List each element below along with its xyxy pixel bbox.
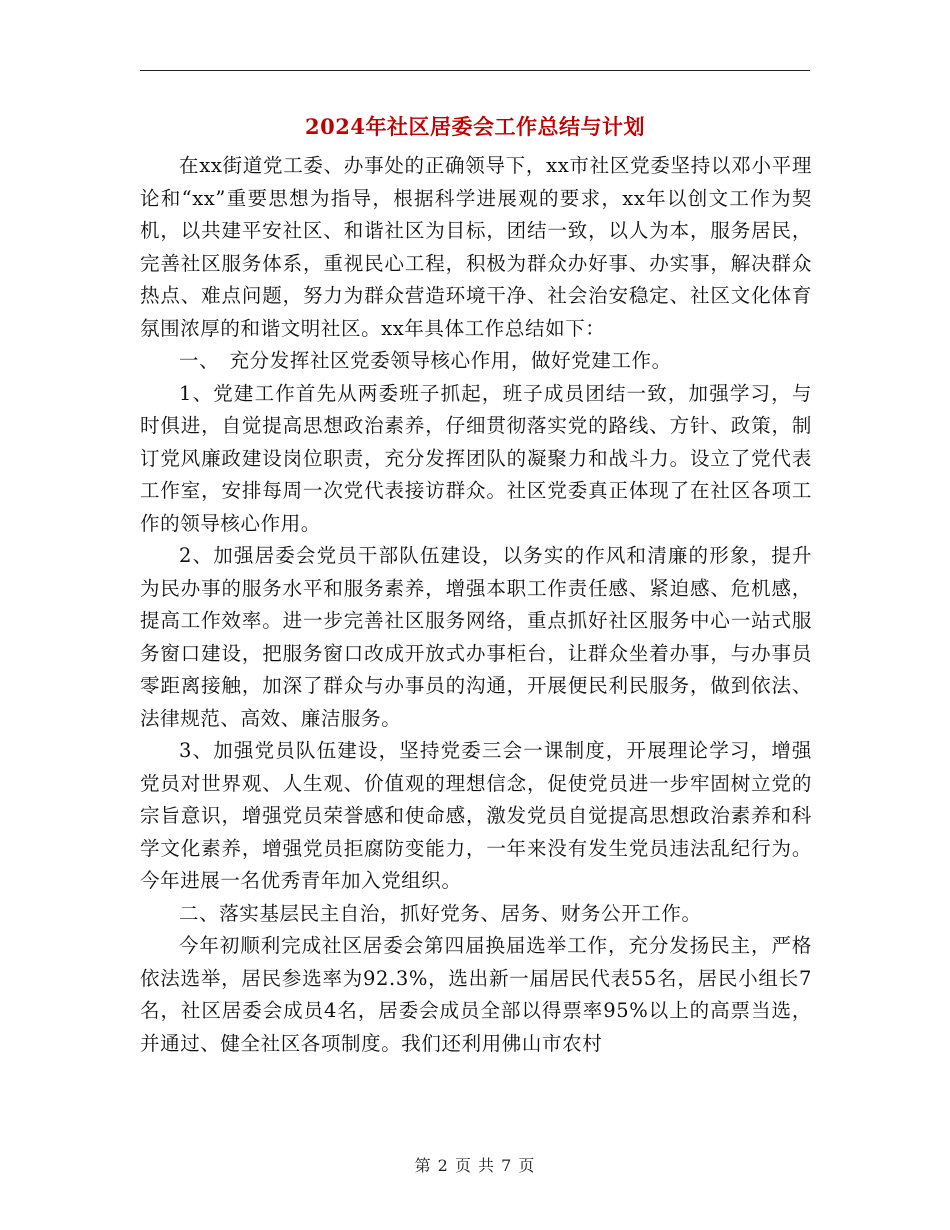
page-number: 第 2 页 共 7 页 xyxy=(414,1156,536,1175)
section-heading-1: 一、 充分发挥社区党委领导核心作用，做好党建工作。 xyxy=(179,349,672,372)
paragraph-intro: 在xx街道党工委、办事处的正确领导下，xx市社区党委坚持以邓小平理论和“xx”重要思想为指导，根据科学进展观的要求，xx年以创文工作为契机，以共建平安社区、和谐社区为目标，团结一致，以人为本，服务居民，完善社区服务体系，重视民心工程，积极为群众办好事、办实事，解决群众热点、难点问题，努力为群众营造环境干净、社会治安稳定、社区文化体育氛围浓厚的和谐文明社区。xx年具体工作总结如下： xyxy=(140,154,812,340)
header-rule xyxy=(140,70,810,71)
paragraph-item-1: 1、党建工作首先从两委班子抓起，班子成员团结一致，加强学习，与时俱进，自觉提高思想政治素养，仔细贯彻落实党的路线、方针、政策，制订党风廉政建设岗位职责，充分发挥团队的凝聚力和战斗力。设立了党代表工作室，安排每周一次党代表接访群众。社区党委真正体现了在社区各项工作的领导核心作用。 xyxy=(140,381,812,535)
document-body xyxy=(140,150,812,1060)
paragraph-item-3: 3、加强党员队伍建设，坚持党委三会一课制度，开展理论学习，增强党员对世界观、人生观、价值观的理想信念，促使党员进一步牢固树立党的宗旨意识，增强党员荣誉感和使命感，激发党员自觉提高思想政治素养和科学文化素养，增强党员拒腐防变能力，一年来没有发生党员违法乱纪行为。今年进展一名优秀青年加入党组织。 xyxy=(140,739,812,892)
document-title: 2024年社区居委会工作总结与计划 xyxy=(305,114,645,139)
paragraph-election: 今年初顺利完成社区居委会第四届换届选举工作，充分发扬民主，严格依法选举，居民参选率为92.3%，选出新一届居民代表55名，居民小组长7名，社区居委会成员4名，居委会成员全部以得票率95%以上的高票当选，并通过、健全社区各项制度。我们还利用佛山市农村 xyxy=(140,934,812,1055)
section-heading-2: 二、落实基层民主自治，抓好党务、居务、财务公开工作。 xyxy=(179,901,702,925)
paragraph-item-2: 2、加强居委会党员干部队伍建设，以务实的作风和清廉的形象，提升为民办事的服务水平和服务素养，增强本职工作责任感、紧迫感、危机感，提高工作效率。进一步完善社区服务网络，重点抓好社区服务中心一站式服务窗口建设，把服务窗口改成开放式办事柜台，让群众坐着办事，与办事员零距离接触，加深了群众与办事员的沟通，开展便民利民服务，做到依法、法律规范、高效、廉洁服务。 xyxy=(140,544,812,730)
